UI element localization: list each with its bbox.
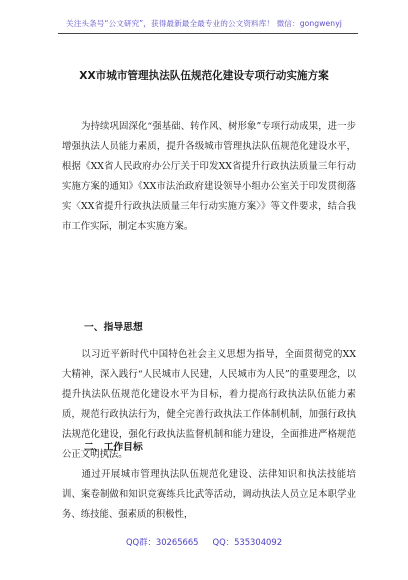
paragraph-intro: 为持续巩固深化“强基础、转作风、树形象”专项行动成果，进一步增强执法人员能力素质，提升各级城市管理执法队伍规范化建设水平，根据《XX省人民政府办公厅关于印发XX省提升行政执法质量三年行动实施方案的通知》《XX市法治政府建设领导小组办公室关于印发贯彻落实〈XX省提升行政执法质量三年行动实施方案〉》等文件要求，结合我市工作实际，制定本实施方案。 xyxy=(62,121,356,233)
header-divider xyxy=(58,33,358,34)
section-heading-guiding-ideology: 一、指导思想 xyxy=(84,322,143,333)
footer-qq-number: QQ：535304092 xyxy=(212,537,283,547)
footer-qq-group: QQ群：30265665 xyxy=(125,537,199,547)
document-title: XX市城市管理执法队伍规范化建设专项行动实施方案 xyxy=(79,70,329,82)
footer-contact xyxy=(0,536,408,548)
paragraph-work-goals: 通过开展城市管理执法队伍规范化建设、法律知识和执法技能培训、案卷制做和知识竞赛练兵比武等活动，调动执法人员立足本职学业务、练技能、强素质的积极性， xyxy=(62,469,356,521)
paragraph-guiding-ideology: 以习近平新时代中国特色社会主义思想为指导，全面贯彻党的XX大精神，深入践行“人民城市人民建，人民城市为人民”的重要理念，以提升执法队伍规范化建设水平为目标，着力提高行政执法队伍能力素质，规范行政执法行为，健全完善行政执法工作体制机制，加强行政执法规范化建设，强化行政执法监督机制和能力建设，全面推进严格规范公正文明执法。 xyxy=(62,349,356,461)
header-note: 关注头条号“公文研究”，获得最新最全最专业的公文资料库！ 微信：gongwenyj xyxy=(66,19,342,28)
section-heading-work-goals: 二、工作目标 xyxy=(84,442,143,453)
